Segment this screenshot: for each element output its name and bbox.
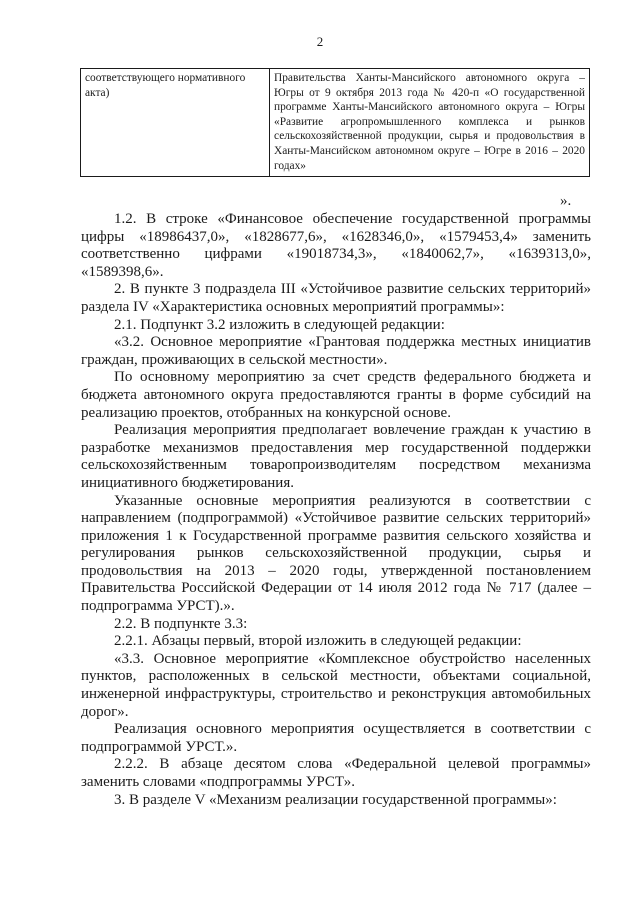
paragraph: 2. В пункте 3 подраздела III «Устойчивое развитие сельских территорий» раздела IV «Характеристика основных мероприятий программы»: — [81, 281, 591, 315]
paragraph: «3.3. Основное мероприятие «Комплексное обустройство населенных пунктов, расположенных в сельской местности, объектами социальной, инженерной инфраструктуры, строительство и реконструкция автомобильных дорог». — [81, 650, 591, 720]
table-cell-label: соответствующего нормативного акта) — [81, 69, 270, 177]
document-body — [81, 211, 591, 809]
program-table — [80, 68, 590, 177]
paragraph: Реализация мероприятия предполагает вовлечение граждан к участию в разработке механизмов предоставления мер государственной поддержки сельскохозяйственным товаропроизводителям посредством механизма инициативного бюджетирования. — [81, 422, 591, 491]
paragraph: 2.2. В подпункте 3.3: — [114, 615, 248, 632]
paragraph: 2.2.2. В абзаце десятом слова «Федеральной целевой программы» заменить словами «подпрограммы УРСТ». — [81, 756, 591, 790]
closing-quote: ». — [560, 193, 572, 209]
paragraph: 1.2. В строке «Финансовое обеспечение государственной программы цифры «18986437,0», «1828677,6», «1628346,0», «1579453,4» заменить соответственно цифрами «19018734,3», «1840062,7», «1639313,0», «1589398,6». — [81, 211, 591, 280]
paragraph: По основному мероприятию за счет средств федерального бюджета и бюджета автономного округа предоставляются гранты в форме субсидий на реализацию проектов, отобранных на конкурсной основе. — [81, 369, 591, 421]
table-row — [81, 69, 590, 177]
paragraph: 2.1. Подпункт 3.2 изложить в следующей редакции: — [114, 316, 445, 333]
paragraph: 3. В разделе V «Механизм реализации государственной программы»: — [114, 791, 557, 808]
table-cell-value: Правительства Ханты-Мансийского автономного округа – Югры от 9 октября 2013 года № 420-п «О государственной программе Ханты-Мансийского автономного округа – Югры «Развитие агропромышленного комплекса и рынков сельскохозяйственной продукции, сырья и продовольствия в Ханты-Мансийском автономном округе – Югре в 2016 – 2020 годах» — [270, 69, 590, 177]
paragraph: Реализация основного мероприятия осуществляется в соответствии с подпрограммой УРСТ.». — [81, 721, 591, 755]
paragraph: Указанные основные мероприятия реализуются в соответствии с направлением (подпрограммой) «Устойчивое развитие сельских территорий» приложения 1 к Государственной программе развития сельского хозяйства и регулирования рынков сельскохозяйственной продукции, сырья и продовольствия на 2013 – 2020 годы, утвержденной постановлением Правительства Российской Федерации от 14 июля 2012 года № 717 (далее – подпрограмма УРСТ).». — [81, 492, 591, 615]
page-number: 2 — [316, 34, 324, 49]
paragraph: 2.2.1. Абзацы первый, второй изложить в следующей редакции: — [114, 633, 522, 650]
paragraph: «3.2. Основное мероприятие «Грантовая поддержка местных инициатив граждан, проживающих в сельской местности». — [81, 334, 591, 368]
